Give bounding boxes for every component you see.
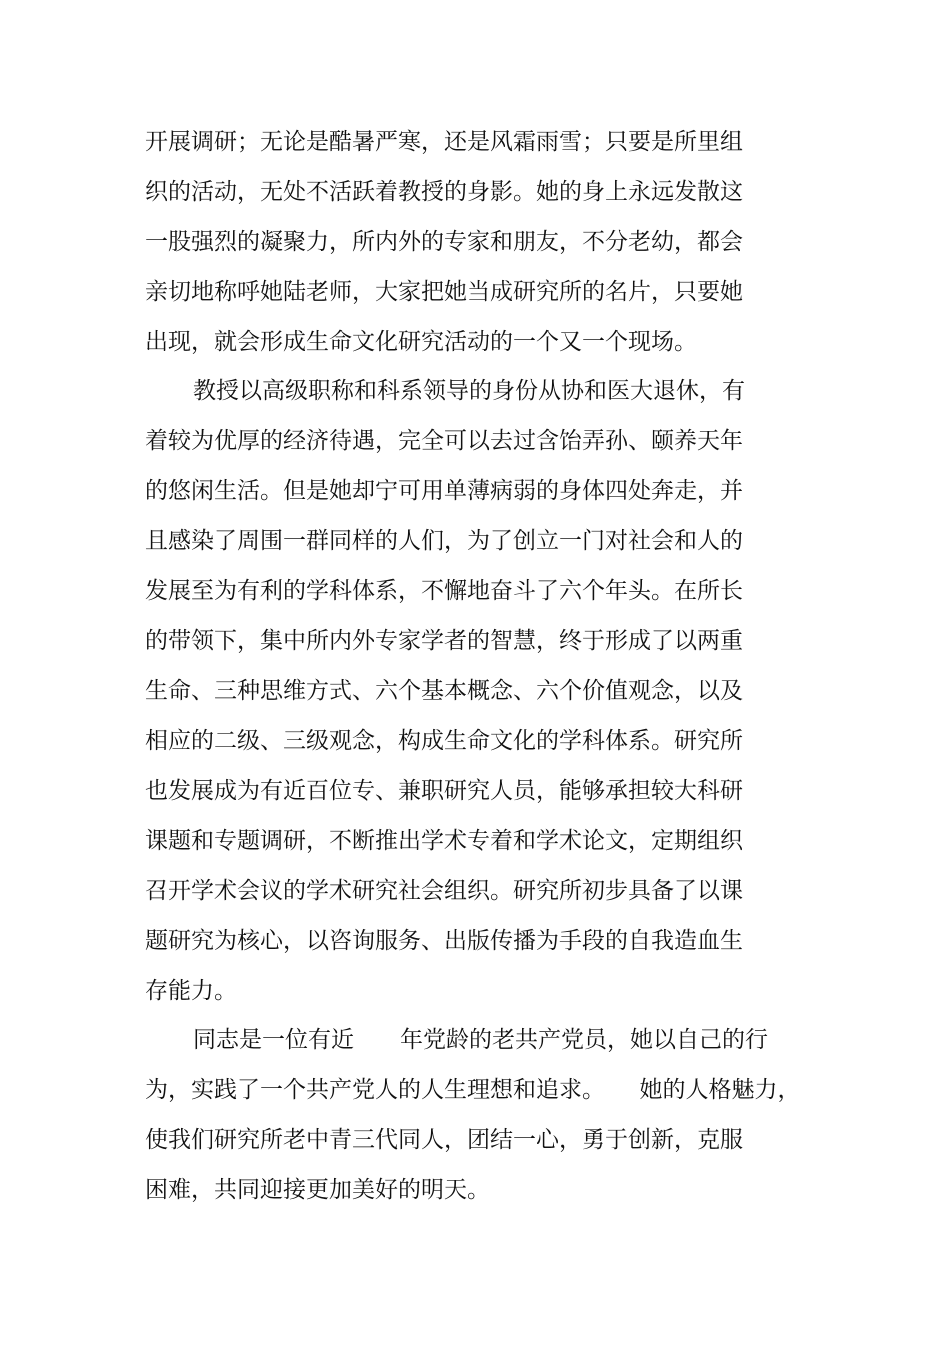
text-line: 亲切地称呼她陆老师，大家把她当成研究所的名片，只要她 [145,279,743,305]
text-line: 也发展成为有近百位专、兼职研究人员，能够承担较大科研 [145,778,743,804]
text-line: 发展至为有利的学科体系，不懈地奋斗了六个年头。在所长 [145,578,743,604]
text-line: 存能力。 [145,978,237,1004]
text-line: 的悠闲生活。但是她却宁可用单薄病弱的身体四处奔走，并 [145,478,743,504]
text-line: 相应的二级、三级观念，构成生命文化的学科体系。研究所 [145,728,743,754]
text-line: 出现，就会形成生命文化研究活动的一个又一个现场。 [145,329,697,355]
text-line: 困难，共同迎接更加美好的明天。 [145,1177,490,1203]
text-line: 织的活动，无处不活跃着教授的身影。她的身上永远发散这 [145,179,743,205]
text-line: 课题和专题调研，不断推出学术专着和学术论文，定期组织 [145,828,743,854]
paragraph-first-line: 教授以高级职称和科系领导的身份从协和医大退休，有 [193,378,745,404]
text-line: 使我们研究所老中青三代同人，团结一心，勇于创新，克服 [145,1127,743,1153]
text-line: 为，实践了一个共产党人的人生理想和追求。 她的人格魅力， [145,1077,801,1103]
text-line: 召开学术会议的学术研究社会组织。研究所初步具备了以课 [145,878,743,904]
text-line: 开展调研；无论是酷暑严寒，还是风霜雨雪；只要是所里组 [145,129,743,155]
text-line: 着较为优厚的经济待遇，完全可以去过含饴弄孙、颐养天年 [145,428,743,454]
text-line: 题研究为核心，以咨询服务、出版传播为手段的自我造血生 [145,928,743,954]
text-line: 一股强烈的凝聚力，所内外的专家和朋友，不分老幼，都会 [145,229,743,255]
text-line: 且感染了周围一群同样的人们，为了创立一门对社会和人的 [145,528,743,554]
text-line: 生命、三种思维方式、六个基本概念、六个价值观念，以及 [145,678,743,704]
paragraph-first-line: 同志是一位有近 年党龄的老共产党员，她以自己的行 [193,1027,768,1053]
text-line: 的带领下，集中所内外专家学者的智慧，终于形成了以两重 [145,628,743,654]
